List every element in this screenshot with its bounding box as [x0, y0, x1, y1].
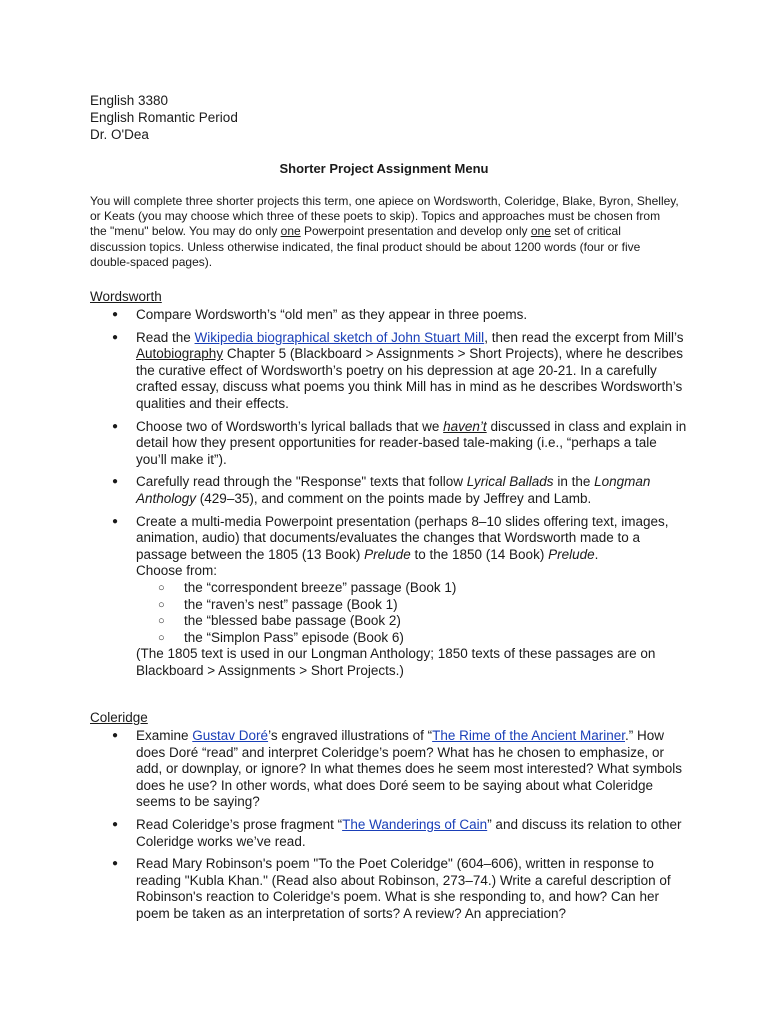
prelude-title: Prelude	[548, 546, 595, 562]
item-text: Choose two of Wordsworth’s lyrical ballads that we	[136, 418, 444, 434]
choose-from-label: Choose from:	[136, 563, 218, 579]
item-text: Chapter 5 (Blackboard > Assignments > Short Projects), where he describes the curative effect of Wordsworth’s poetry on his depression at age 20-21. In a carefully crafted essay, discuss what poems you think Mill has in mind as he describes Wordsworth’s qualities and their effects.	[136, 346, 684, 411]
autobiography-title: Autobiography	[136, 346, 224, 362]
intro-text-1: You will complete three shorter projects this term, one apiece on Wordsworth, Coleridge, Blake, Byron, Shelley, or Keats (you may choose which three of these poets to skip). Topics and approaches must be chosen from the "menu" below. You may do only	[90, 194, 679, 239]
sub-list-item: ○ the “blessed babe passage (Book 2)	[136, 613, 690, 630]
intro-one-1: one	[280, 224, 301, 239]
item-text: .” How does Doré “read” and interpret Coleridge’s poem? What has he chosen to emphasize, or add, or downplay, or ignore? In what themes does he seem most interested? What symbols does he use? In other words, what does Doré seem to be saying about what Coleridge seems to be saying?	[136, 728, 683, 810]
list-item	[90, 856, 690, 922]
ancient-mariner-link[interactable]: The Rime of the Ancient Mariner	[432, 728, 625, 743]
item-text: Compare Wordsworth’s “old men” as they appear in three poems.	[136, 307, 528, 322]
sub-list-item: ○ the “Simplon Pass” episode (Book 6)	[136, 630, 690, 647]
gustav-dore-link[interactable]: Gustav Doré	[192, 728, 269, 743]
list-item	[90, 307, 690, 324]
longman-anthology-title: Longman Anthology	[136, 474, 651, 506]
page-title: Shorter Project Assignment Menu	[279, 161, 489, 176]
item-text: Read the	[136, 329, 195, 345]
item-text: in the	[553, 474, 595, 490]
sub-list-item: ○ the “raven’s nest” passage (Book 1)	[136, 597, 690, 614]
course-number: English 3380	[90, 93, 169, 108]
item-text: .	[594, 546, 599, 562]
course-period: English Romantic Period	[90, 110, 238, 125]
intro-paragraph	[90, 194, 680, 270]
list-item	[90, 330, 690, 413]
intro-text-3: set of critical discussion topics. Unless otherwise indicated, the final product should be about 1200 words (four or five double-spaced pages).	[90, 224, 641, 269]
item-text: Read Mary Robinson's poem "To the Poet Coleridge" (604–606), written in response to reading "Kubla Khan." (Read also about Robinson, 273–74.) Write a careful description of Robinson's reaction to Coleridge's poem. What is she responding to, and how? Can her poem be taken as an interpretation of sorts? A review? An appreciation?	[136, 856, 671, 921]
list-item	[90, 514, 690, 680]
item-text: to the 1850 (14 Book)	[410, 546, 549, 562]
intro-text-2: Powerpoint presentation and develop only	[300, 224, 531, 239]
item-text: Read Coleridge’s prose fragment “	[136, 816, 343, 832]
item-text: , then read the excerpt from Mill’s	[484, 329, 684, 345]
instructor-name: Dr. O'Dea	[90, 127, 149, 142]
emphasis-havent: haven’t	[443, 418, 487, 434]
list-item	[90, 419, 690, 469]
item-text: Carefully read through the "Response" texts that follow	[136, 474, 467, 490]
passage-sublist	[136, 580, 690, 646]
section-heading-coleridge: Coleridge	[90, 710, 148, 725]
list-item	[90, 474, 690, 507]
wanderings-of-cain-link[interactable]: The Wanderings of Cain	[342, 816, 488, 832]
coleridge-list	[90, 728, 690, 929]
intro-one-2: one	[530, 224, 551, 239]
list-item	[90, 728, 690, 811]
item-text: Examine	[136, 728, 193, 743]
passage-note: (The 1805 text is used in our Longman Anthology; 1850 texts of these passages are on Blackboard > Assignments > Short Projects.)	[136, 646, 656, 678]
course-header	[90, 92, 238, 143]
sub-list-item: ○ the “correspondent breeze” passage (Book 1)	[136, 580, 690, 597]
mill-wikipedia-link[interactable]: Wikipedia biographical sketch of John Stuart Mill	[194, 329, 485, 345]
item-text: ” and discuss its relation to other Coleridge works we’ve read.	[136, 816, 682, 849]
item-text: (429–35), and comment on the points made by Jeffrey and Lamb.	[196, 490, 592, 506]
wordsworth-list	[90, 307, 690, 685]
list-item	[90, 817, 690, 850]
item-text: ’s engraved illustrations of “	[268, 728, 433, 743]
item-text: Create a multi-media Powerpoint presentation (perhaps 8–10 slides offering text, images, animation, audio) that documents/evaluates the changes that Wordsworth made to a passage between the 1805 (13 Book)	[136, 513, 669, 562]
prelude-title: Prelude	[364, 546, 411, 562]
lyrical-ballads-title: Lyrical Ballads	[466, 474, 554, 490]
item-text: discussed in class and explain in detail how they present opportunities for reader-based tale-making (i.e., “perhaps a tale you’ll make it”).	[136, 418, 687, 467]
section-heading-wordsworth: Wordsworth	[90, 289, 162, 304]
